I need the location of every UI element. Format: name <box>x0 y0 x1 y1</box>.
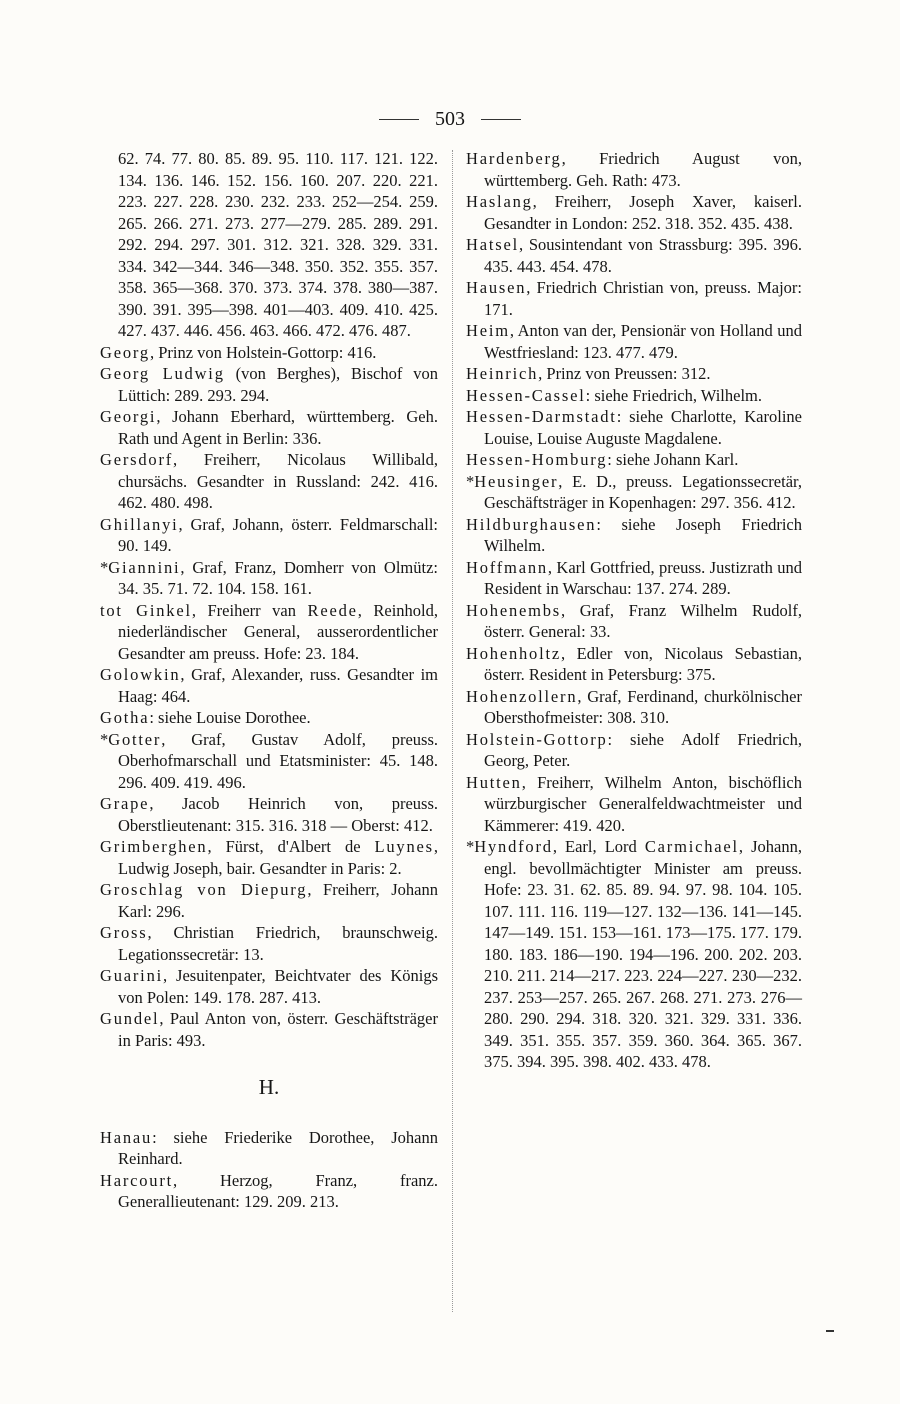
index-entry <box>100 363 438 406</box>
header-rule-left <box>379 119 419 120</box>
index-entry <box>466 471 802 514</box>
index-entry <box>466 772 802 837</box>
index-entry <box>466 363 802 385</box>
entry-text: , Prinz von Preussen: 312. <box>538 364 711 383</box>
entry-text: , Freiherr, Johann Karl: 296. <box>118 880 438 921</box>
entry-name: Holstein-Gottorp <box>466 729 608 749</box>
index-entry <box>100 1127 438 1170</box>
entry-name: Hanau <box>100 1127 153 1147</box>
entry-text: , Karl Gottfried, preuss. Justizrath und Resident in Warschau: 137. 274. 289. <box>484 557 802 598</box>
index-entry <box>100 793 438 836</box>
entry-name: Hohenembs <box>466 600 562 620</box>
entry-name: Hohenholtz <box>466 643 561 663</box>
entry-name: Hohenzollern <box>466 686 578 706</box>
entry-name: Golowkin <box>100 665 181 684</box>
entry-marker: * <box>100 729 109 749</box>
entry-name: Luynes <box>374 837 434 856</box>
entry-name: tot Ginkel <box>100 600 192 620</box>
entry-text: , Edler von, Nicolaus Sebastian, österr. Resident in Petersburg: 375. <box>484 643 802 684</box>
index-entry <box>100 1170 438 1213</box>
entry-text: , Jesuitenpater, Beichtvater des Königs von Polen: 149. 178. 287. 413. <box>118 966 438 1007</box>
entry-name: Reede <box>307 600 358 620</box>
entry-text: , Prinz von Holstein-Gottorp: 416. <box>149 342 377 362</box>
entry-text: , Paul Anton von, österr. Geschäftsträger in Paris: 493. <box>118 1009 438 1050</box>
entry-name: Ghillanyi <box>100 514 179 534</box>
entry-name: Grape <box>100 794 150 813</box>
entry-name: Hutten <box>466 772 522 792</box>
entry-name: Giannini <box>108 557 181 577</box>
continued-entry: 62. 74. 77. 80. 85. 89. 95. 110. 117. 121. 122. 134. 136. 146. 152. 156. 160. 207. 220. 221. 223. 227. 228. 230. 232. 233. 252—254. 259. 265. 266. 271. 273. 277—279. 285. 289. 291. 292. 294. 297. 301. 312. 321. 328. 329. 331. 334. 342—344. 346—348. 350. 352. 355. 357. 358. 365—368. 370. 373. 374. 378. 380—387. 390. 391. 395—398. 401—403. 409. 410. 425. 427. 437. 446. 456. 463. 466. 472. 476. 487. <box>118 149 438 340</box>
index-entry <box>100 922 438 965</box>
entry-name: Hoffmann <box>466 557 548 577</box>
entry-text: : siehe Joseph Friedrich Wilhelm. <box>484 514 802 555</box>
column-divider <box>452 150 453 1312</box>
entry-marker: * <box>466 471 475 491</box>
page-mark <box>826 1330 834 1332</box>
page-number: 503 <box>435 107 465 130</box>
entry-text: , Graf, Gustav Adolf, preuss. Oberhofmarschall und Etatsminister: 45. 148. 296. 409. 419. 496. <box>118 729 438 792</box>
entry-name: Hessen-Darmstadt <box>466 407 617 426</box>
entry-name: Georgi <box>100 407 157 426</box>
right-entry-list <box>466 148 802 1073</box>
index-entry <box>466 686 802 729</box>
index-entry <box>466 406 802 449</box>
index-entry <box>466 600 802 643</box>
entry-text: , Freiherr, Nicolaus Willibald, chursächs. Gesandter in Russland: 242. 416. 462. 480. 498. <box>118 450 438 512</box>
entry-name: Heusinger <box>474 471 559 491</box>
entry-text: , Christian Friedrich, braunschweig. Legationssecretär: 13. <box>118 923 438 964</box>
left-entry-list <box>100 342 438 1052</box>
entry-name: Gotha <box>100 708 150 727</box>
entry-text: , Graf, Johann, österr. Feldmarschall: 90. 149. <box>118 514 438 555</box>
entry-name: Hausen <box>466 278 527 297</box>
index-entry <box>100 707 438 729</box>
index-entry <box>100 836 438 879</box>
entry-name: Heinrich <box>466 364 539 383</box>
entry-name: Georg Ludwig <box>100 364 225 383</box>
index-entry <box>466 557 802 600</box>
entry-text: , Friedrich Christian von, preuss. Major: 171. <box>484 278 802 319</box>
index-entry <box>466 836 802 1073</box>
entry-text: : siehe Friederike Dorothee, Johann Reinhard. <box>118 1127 438 1168</box>
entry-text: , Johann, engl. bevollmächtigter Minister am preuss. Hofe: 23. 31. 62. 85. 89. 94. 97. 98. 104. 105. 107. 111. 116. 119—127. 132—136. 141—145. 147—149. 151. 153—161. 173—175. 177. 179. 180. 183. 186—190. 194—196. 200. 202. 203. 210. 211. 214—217. 223. 224—227. 230—232. 237. 253—257. 265. 267. 268. 271. 273. 276—280. 290. 294. 318. 320. 321. 329. 331. 336. 349. 351. 355. 357. 359. 360. 364. 365. 367. 375. 394. 395. 398. 402. 433. 478. <box>484 837 802 1071</box>
index-entry <box>466 277 802 320</box>
right-column <box>466 148 802 1073</box>
entry-marker: * <box>466 837 475 856</box>
entry-text: , Graf, Franz Wilhelm Rudolf, österr. General: 33. <box>484 600 802 641</box>
entry-name: Gersdorf <box>100 450 174 469</box>
entry-text: , Ludwig Joseph, bair. Gesandter in Paris: 2. <box>118 837 438 878</box>
header-rule-right <box>481 119 521 120</box>
index-entry <box>466 148 802 191</box>
index-entry <box>100 1008 438 1051</box>
entry-name: Hessen-Homburg <box>466 450 608 469</box>
index-entry <box>100 600 438 665</box>
left-column <box>100 148 438 1213</box>
index-entry <box>100 342 438 364</box>
entry-name: Hatsel <box>466 235 519 254</box>
entry-name: Hessen-Cassel <box>466 385 586 405</box>
index-entry <box>466 191 802 234</box>
index-entry <box>100 449 438 514</box>
index-entry <box>466 449 802 471</box>
entry-name: Heim <box>466 321 510 340</box>
entry-marker: * <box>100 557 109 577</box>
index-entry <box>100 557 438 600</box>
section-letter: H. <box>258 1075 280 1099</box>
index-entry <box>466 514 802 557</box>
index-entry <box>466 234 802 277</box>
entry-text: , Anton van der, Pensionär von Holland und Westfriesland: 123. 477. 479. <box>484 321 802 362</box>
entry-name: Harcourt <box>100 1170 174 1190</box>
entry-text: , Graf, Ferdinand, churkölnischer Obersthofmeister: 308. 310. <box>484 686 802 727</box>
page-header <box>0 104 900 134</box>
index-entry <box>100 879 438 922</box>
entry-name: Hardenberg <box>466 149 562 168</box>
entry-text: , Freiherr, Joseph Xaver, kaiserl. Gesandter in London: 252. 318. 352. 435. 438. <box>484 192 802 233</box>
entry-text: , Reinhold, niederländischer General, ausserordentlicher Gesandter am preuss. Hofe: 23. 184. <box>118 600 439 663</box>
index-entry <box>466 643 802 686</box>
entry-name: Grimberghen <box>100 837 208 856</box>
index-entry <box>100 514 438 557</box>
index-entry <box>466 729 802 772</box>
index-entry <box>100 664 438 707</box>
entry-name: Georg <box>100 342 150 362</box>
entry-name: Gotter <box>108 729 162 749</box>
entry-text: , Herzog, Franz, franz. Generallieutenant: 129. 209. 213. <box>118 1170 438 1211</box>
entry-text: , Freiherr, Wilhelm Anton, bischöflich würzburgischer Generalfeldwachtmeister und Kämmerer: 419. 420. <box>484 772 802 835</box>
entry-name: Gross <box>100 923 148 942</box>
entry-text: , Friedrich August von, württemberg. Geh. Rath: 473. <box>484 149 802 190</box>
entry-text: , Fürst, d'Albert de <box>207 837 375 856</box>
entry-name: Gundel <box>100 1009 160 1028</box>
entry-text: , E. D., preuss. Legationssecretär, Geschäftsträger in Kopenhagen: 297. 356. 412. <box>484 471 802 512</box>
entry-text: , Johann Eberhard, württemberg. Geh. Rath und Agent in Berlin: 336. <box>118 407 438 448</box>
index-entry <box>466 385 802 407</box>
entry-text: (von Berghes), Bischof von Lüttich: 289. 293. 294. <box>118 364 438 405</box>
entry-text: : siehe Johann Karl. <box>607 450 739 469</box>
entry-text: : siehe Charlotte, Karoline Louise, Louise Auguste Magdalene. <box>484 407 802 448</box>
entry-text: : siehe Friedrich, Wilhelm. <box>585 385 763 405</box>
entry-text: , Earl, Lord <box>552 837 645 856</box>
entry-name: Haslang <box>466 192 533 211</box>
entry-text: , Freiherr van <box>191 600 308 620</box>
entry-name: Hildburghausen <box>466 514 597 534</box>
index-entry <box>466 320 802 363</box>
entry-name: Guarini <box>100 966 164 985</box>
entry-text: , Jacob Heinrich von, preuss. Oberstlieutenant: 315. 316. 318 — Oberst: 412. <box>118 794 438 835</box>
index-entry <box>100 965 438 1008</box>
entry-text: : siehe Adolf Friedrich, Georg, Peter. <box>484 729 802 770</box>
entry-text: , Sousintendant von Strassburg: 395. 396. 435. 443. 454. 478. <box>484 235 802 276</box>
index-entry <box>100 729 438 794</box>
entry-text: , Graf, Alexander, russ. Gesandter im Haag: 464. <box>118 665 438 706</box>
entry-name: Carmichael <box>644 837 739 856</box>
entry-text: : siehe Louise Dorothee. <box>149 708 311 727</box>
index-entry <box>100 406 438 449</box>
entry-text: , Graf, Franz, Domherr von Olmütz: 34. 35. 71. 72. 104. 158. 161. <box>118 557 438 598</box>
entry-name: Hyndford <box>474 837 553 856</box>
entry-name: Groschlag von Diepurg <box>100 880 308 899</box>
left-entry-list-h <box>100 1127 438 1213</box>
